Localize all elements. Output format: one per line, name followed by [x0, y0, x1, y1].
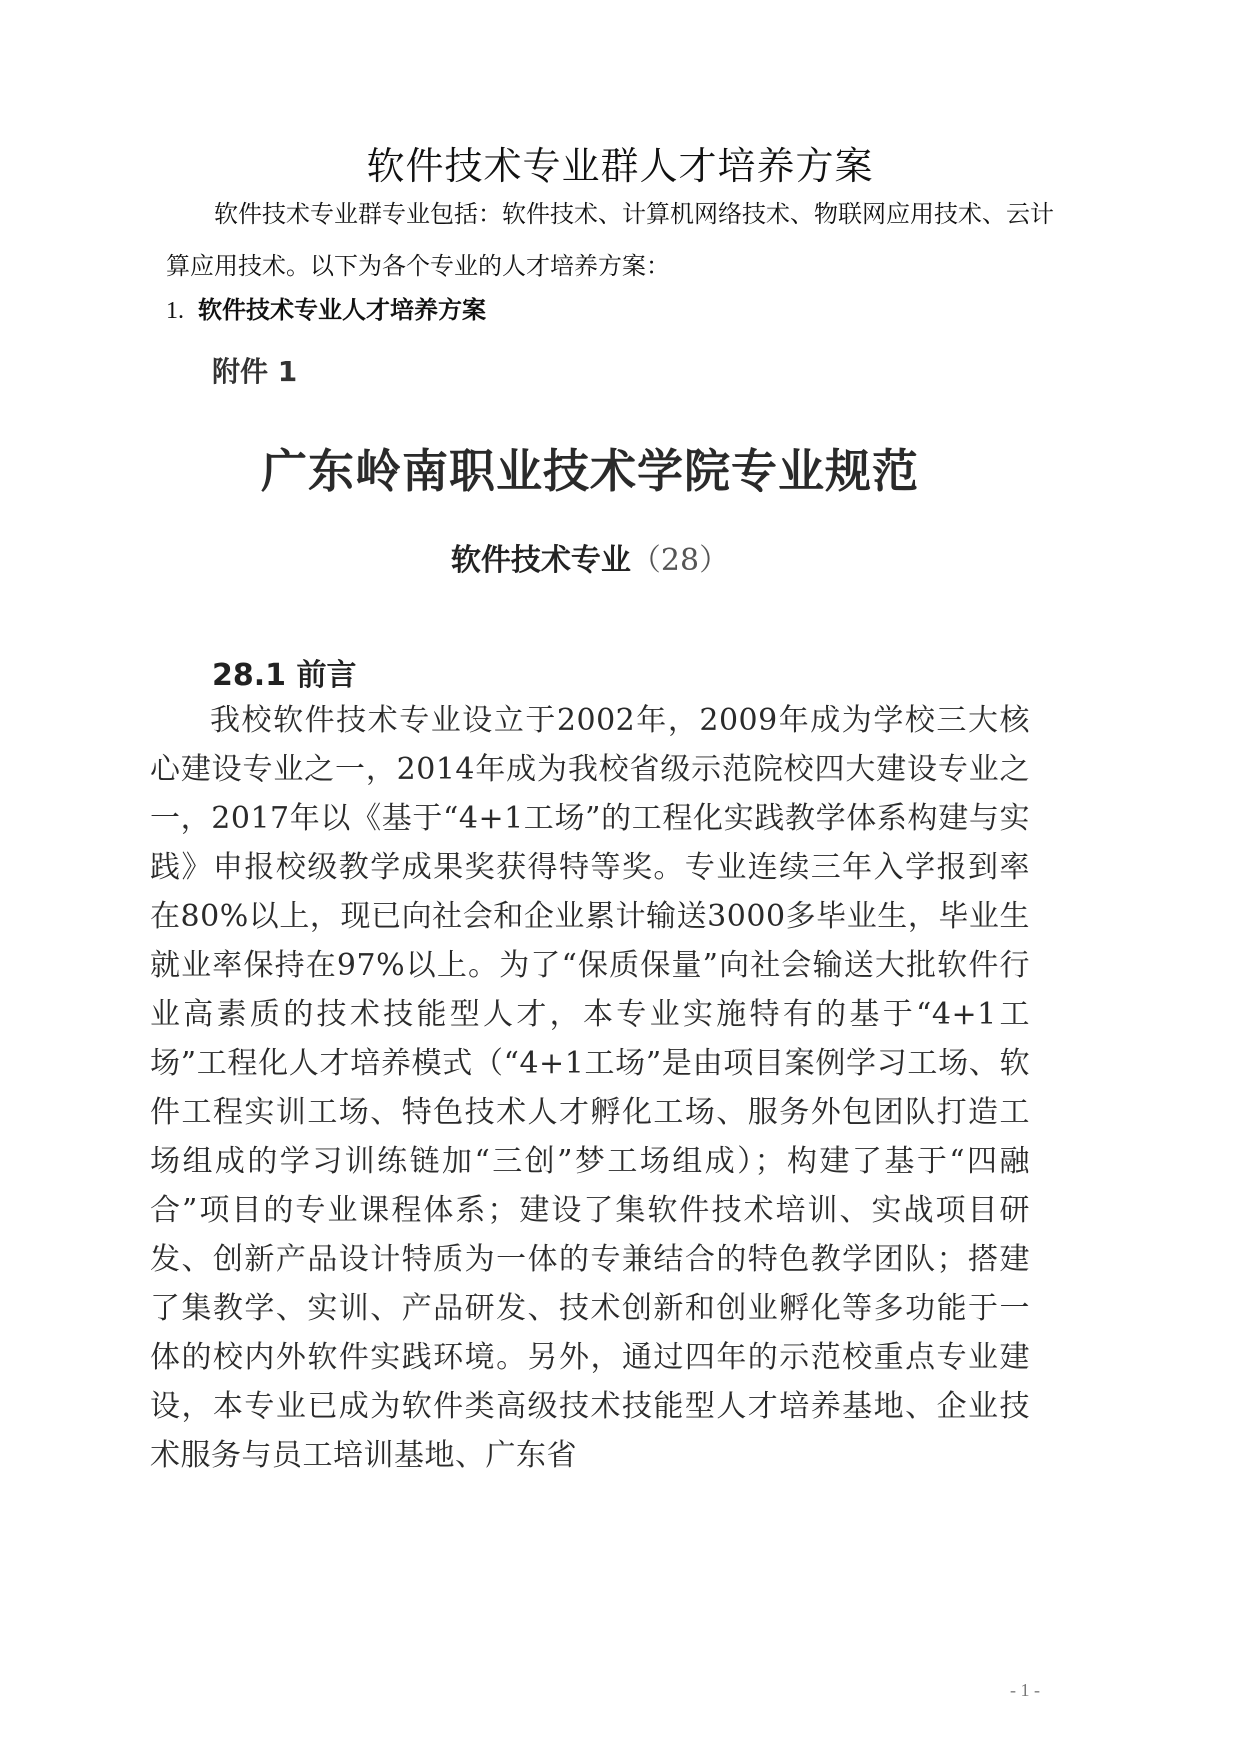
list-item-number: 1.: [166, 298, 184, 324]
major-title: [140, 535, 1040, 579]
section-heading: 28.1 前言: [212, 658, 357, 693]
major-code: （28）: [630, 543, 730, 578]
embedded-scanned-page: [140, 340, 1080, 1570]
intro-paragraph: 软件技术专业群专业包括：软件技术、计算机网络技术、物联网应用技术、云计算应用技术。以下为各个专业的人才培养方案：: [166, 200, 1054, 280]
list-item: [166, 284, 486, 337]
school-title: 广东岭南职业技术学院专业规范: [261, 444, 919, 498]
major-name: 软件技术专业: [450, 543, 631, 578]
document-title: 软件技术专业群人才培养方案: [366, 144, 874, 188]
list-item-text: 软件技术专业人才培养方案: [198, 296, 486, 324]
page-number: - 1 -: [1010, 1680, 1040, 1700]
section-body: 我校软件技术专业设立于2002年，2009年成为学校三大核心建设专业之一，2014年成为我校省级示范院校四大建设专业之一，2017年以《基于“4+1工场”的工程化实践教学体系构建与实践》申报校级教学成果奖获得特等奖。专业连续三年入学报到率在80%以上，现已向社会和企业累计输送3000多毕业生，毕业生就业率保持在97%以上。为了“保质保量”向社会输送大批软件行业高素质的技术技能型人才，本专业实施特有的基于“4+1工场”工程化人才培养模式（“4+1工场”是由项目案例学习工场、软件工程实训工场、特色技术人才孵化工场、服务外包团队打造工场组成的学习训练链加“三创”梦工场组成）；构建了基于“四融合”项目的专业课程体系；建设了集软件技术培训、实战项目研发、创新产品设计特质为一体的专兼结合的特色教学团队；搭建了集教学、实训、产品研发、技术创新和创业孵化等多功能于一体的校内外软件实践环境。另外，通过四年的示范校重点专业建设，本专业已成为软件类高级技术技能型人才培养基地、企业技术服务与员工培训基地、广东省: [150, 703, 1030, 1473]
attachment-label: 附件 1: [212, 355, 298, 388]
